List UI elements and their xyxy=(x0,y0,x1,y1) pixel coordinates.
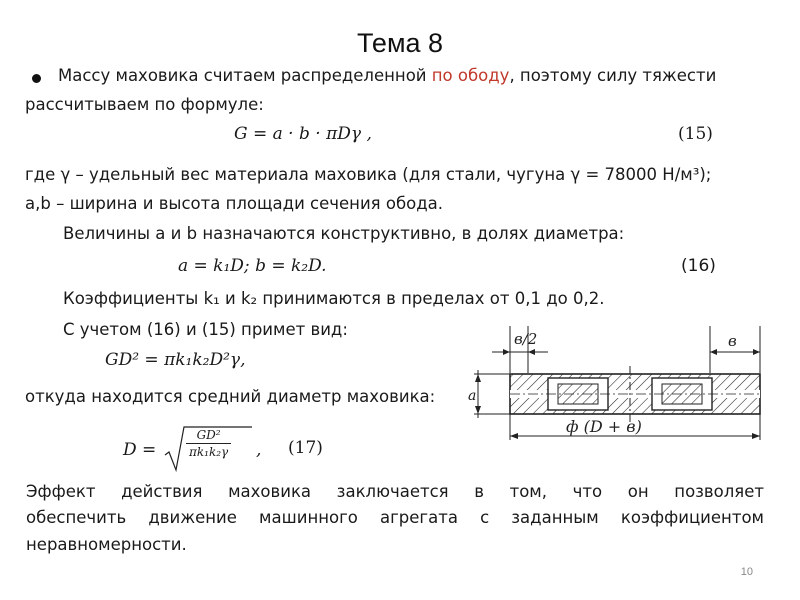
formula-15-number: (15) xyxy=(678,124,713,144)
effect-line2: обеспечить движение машинного агрегата с заданным коэффициентом xyxy=(26,508,764,527)
mass-highlight: по ободу xyxy=(431,66,510,85)
flywheel-section-drawing xyxy=(470,318,788,456)
paragraph-mass-line1 xyxy=(58,66,716,85)
bullet-dot xyxy=(32,74,41,83)
view-sentence: С учетом (16) и (15) примет вид: xyxy=(63,320,348,339)
coefficients-sentence: Коэффициенты k₁ и k₂ принимаются в пределах от 0,1 до 0,2. xyxy=(63,289,605,308)
mass-text-before: Массу маховика считаем распределенной xyxy=(58,66,432,85)
formula-16: a = k₁D; b = k₂D. xyxy=(178,256,327,276)
label-diameter: ф (D + в) xyxy=(566,417,642,436)
formula-17-tail: , xyxy=(256,440,262,460)
mass-text-after: , поэтому силу тяжести xyxy=(509,66,717,85)
formula-16-number: (16) xyxy=(681,256,716,276)
formula-17-number: (17) xyxy=(288,438,323,458)
gamma-definition: где γ – удельный вес материала маховика (для стали, чугуна γ = 78000 Н/м³); xyxy=(25,165,712,184)
formula-17-numerator: GD² xyxy=(186,428,231,444)
slide-title: Тема 8 xyxy=(356,28,444,58)
formula-gd2: GD² = πk₁k₂D²γ, xyxy=(105,350,246,370)
formula-15: G = a · b · πDγ , xyxy=(234,124,372,144)
formula-17-denominator: πk₁k₂γ xyxy=(189,445,229,459)
label-a: a xyxy=(468,388,477,404)
effect-line1: Эффект действия маховика заключается в том, что он позволяет xyxy=(26,482,764,501)
ab-definition: a,b – ширина и высота площади сечения обода. xyxy=(25,194,443,213)
diameter-sentence: откуда находится средний диаметр маховика: xyxy=(25,387,436,406)
effect-line3: неравномерности. xyxy=(26,535,187,554)
label-half-b: в/2 xyxy=(514,330,538,348)
page-number: 10 xyxy=(740,566,753,578)
formula-17-lhs: D = xyxy=(123,440,157,460)
label-b: в xyxy=(728,332,737,350)
formula-17-fraction xyxy=(186,428,231,459)
paragraph-mass-line2: рассчитываем по формуле: xyxy=(25,95,264,114)
sizes-sentence: Величины a и b назначаются конструктивно, в долях диаметра: xyxy=(63,224,625,243)
